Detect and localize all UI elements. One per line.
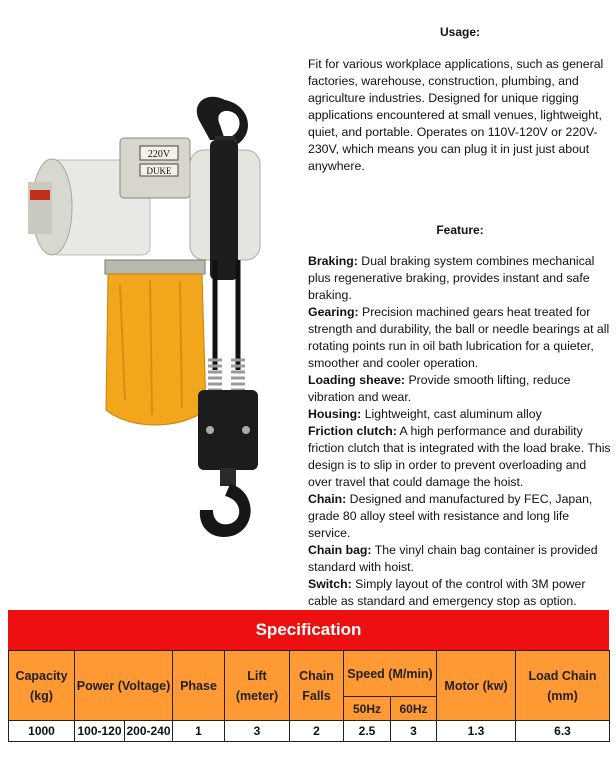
feature-item [308, 576, 612, 610]
feature-label: Gearing: [308, 305, 359, 319]
feature-text: Provide smooth lifting, reduce vibration and wear. [308, 373, 571, 404]
feature-label: Friction clutch: [308, 424, 397, 438]
cell-motor: 1.3 [437, 721, 516, 742]
header-lift: Lift (meter) [225, 651, 290, 721]
feature-label: Loading sheave: [308, 373, 406, 387]
cell-speed-60hz: 3 [391, 721, 437, 742]
usage-heading: Usage: [439, 25, 480, 39]
sheave-plate [210, 140, 238, 280]
bottom-block-bolt [206, 426, 214, 434]
header-power: Power (Voltage) [75, 651, 173, 721]
feature-text: Precision machined gears heat treated for strength and durability, the ball or needle bearings at all rotating points run in oil bath lubrication for a quieter, smoother and cooler operation. [308, 305, 610, 370]
feature-item [308, 491, 612, 542]
table-row [9, 721, 610, 742]
feature-text: The vinyl chain bag container is provided standard with hoist. [308, 543, 598, 574]
cell-chain-falls: 2 [290, 721, 344, 742]
bottom-hook-swivel [220, 468, 236, 486]
brand-badge [30, 190, 50, 200]
cell-speed-50hz: 2.5 [344, 721, 391, 742]
specification-section [8, 610, 609, 742]
feature-label: Switch: [308, 577, 352, 591]
usage-paragraph: Fit for various workplace applications, such as general factories, warehouse, construction, plumbing, and agriculture industries. Designed for unique rigging applications encountered at small venues, lightweight, quiet, and portable. Operates on 110V-120V or 220V-230V, which means you can plug it in just just about anywhere. [308, 57, 604, 173]
cell-power-low: 100-120 [75, 721, 125, 742]
header-motor: Motor (kw) [437, 651, 516, 721]
feature-item [308, 304, 612, 372]
feature-heading: Feature: [436, 223, 484, 237]
cell-phase: 1 [173, 721, 225, 742]
voltage-label: 220V [147, 149, 171, 160]
header-speed-60hz: 60Hz [391, 697, 437, 721]
feature-item [308, 253, 612, 304]
feature-item [308, 542, 612, 576]
chain-springs [208, 360, 245, 390]
cell-lift: 3 [225, 721, 290, 742]
header-load-chain: Load Chain (mm) [516, 651, 610, 721]
feature-label: Housing: [308, 407, 362, 421]
feature-label: Chain: [308, 492, 347, 506]
feature-label: Chain bag: [308, 543, 372, 557]
electric-chain-hoist-illustration [10, 70, 300, 570]
feature-item [308, 372, 612, 406]
specification-title: Specification [8, 610, 609, 650]
bottom-hook [200, 484, 251, 537]
chain-bag-frame [105, 260, 205, 274]
feature-text: Designed and manufactured by FEC, Japan, grade 80 alloy steel with resistance and long life service. [308, 492, 593, 540]
header-speed: Speed (M/min) [344, 651, 437, 697]
specification-table [8, 650, 610, 742]
cell-capacity: 1000 [9, 721, 75, 742]
feature-text: Dual braking system combines mechanical plus regenerative braking, provides instant and safe braking. [308, 254, 595, 302]
header-phase: Phase [173, 651, 225, 721]
feature-list [308, 253, 612, 610]
feature-label: Braking: [308, 254, 358, 268]
header-capacity: Capacity (kg) [9, 651, 75, 721]
bottom-block-bolt [242, 426, 250, 434]
cell-power-high: 200-240 [125, 721, 173, 742]
product-image [10, 70, 300, 570]
motor-label-plate [28, 182, 52, 234]
feature-item [308, 406, 612, 423]
cell-load-chain: 6.3 [516, 721, 610, 742]
feature-item [308, 423, 612, 491]
feature-text: Simply layout of the control with 3M power cable as standard and emergency stop as option. [308, 577, 586, 608]
feature-text: A high performance and durability friction clutch that is integrated with the load brake. This design is to slip in order to prevent overloading and over travel that could damage the hoist. [308, 424, 611, 489]
header-speed-50hz: 50Hz [344, 697, 391, 721]
header-chain-falls: Chain Falls [290, 651, 344, 721]
brand-label: DUKE [146, 166, 172, 176]
feature-text: Lightweight, cast aluminum alloy [361, 407, 542, 421]
